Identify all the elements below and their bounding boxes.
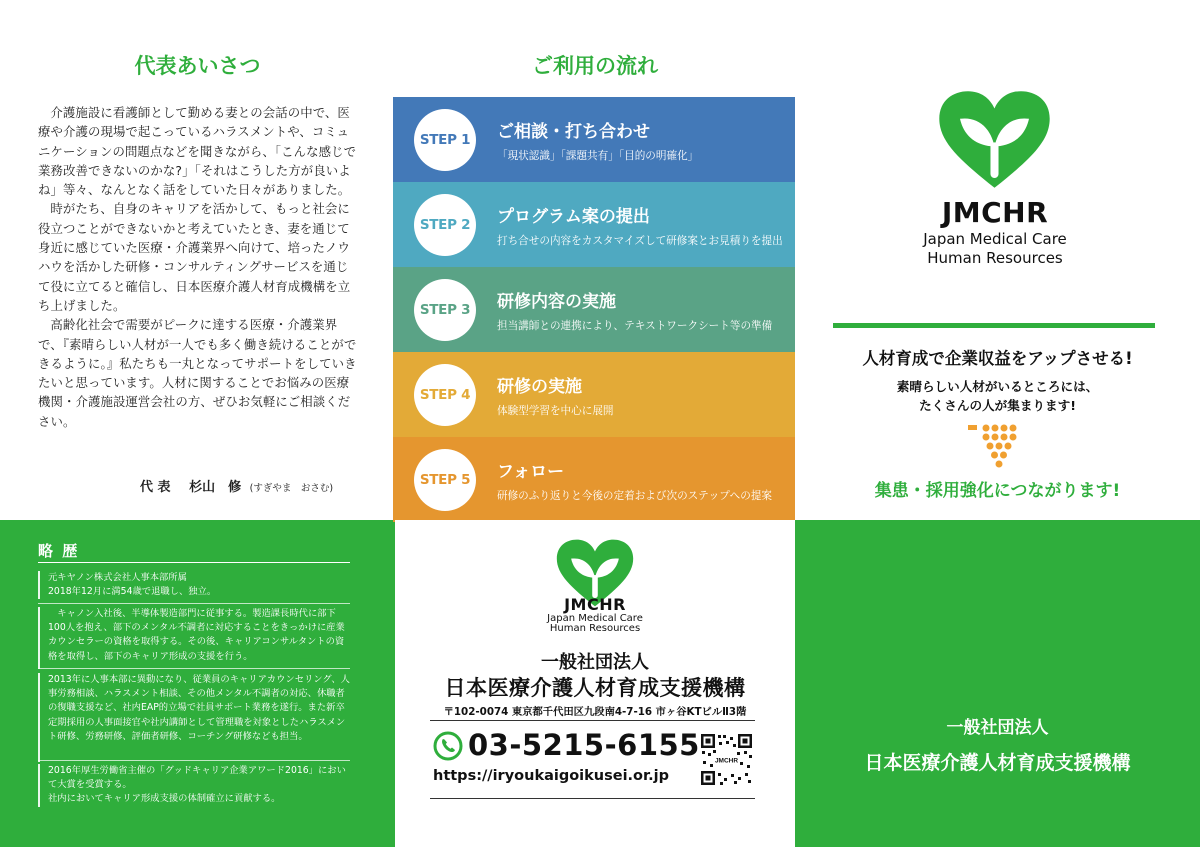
greeting-paragraph: 介護施設に看護師として勤める妻との会話の中で、医療や介護の現場で起こっているハラスメントや、コミュニケーションの問題点などを聞きながら、「こんな感じで業務改善できないのかな?」「それはこうした方が良いよね」等々、なんとなく話をしていた日々がありました。 xyxy=(38,105,357,198)
phone-number[interactable]: 03-5215-6155 xyxy=(468,728,700,762)
logo-subtitle: Human Resources xyxy=(927,249,1063,267)
qr-code-icon[interactable] xyxy=(700,733,753,786)
signature-role: 代 表 xyxy=(140,480,171,495)
green-divider xyxy=(833,323,1155,328)
step-title: 研修の実施 xyxy=(497,377,582,397)
step-2 xyxy=(393,182,795,267)
signature xyxy=(140,476,380,495)
step-title: フォロー xyxy=(497,462,565,482)
logo-subtitle: Japan Medical Care xyxy=(547,613,643,624)
step-desc: 研修のふり返りと今後の定着および次のステップへの提案 xyxy=(497,490,773,502)
org-type: 一般社団法人 xyxy=(946,718,1049,738)
cover-subline: たくさんの人が集まります! xyxy=(919,398,1076,413)
career-block: キャノン入社後、半導体製造部門に従事する。製造課長時代に部下100人を抱え、部下のメンタル不調者に対応することをきっかけに産業カウンセラーの資格を取得する。その後、キャリアコンサルタントの資格を取得し、部下のキャリア形成の支援を行う。 xyxy=(38,607,350,669)
org-name: 日本医療介護人材育成支援機構 xyxy=(444,676,746,700)
step-label: STEP 3 xyxy=(414,279,476,341)
greeting-body xyxy=(38,103,358,431)
step-title: 研修内容の実施 xyxy=(497,292,616,312)
divider xyxy=(430,798,755,799)
step-label: STEP 5 xyxy=(414,449,476,511)
flow-title: ご利用の流れ xyxy=(532,54,658,78)
career-divider xyxy=(38,603,350,604)
career-divider xyxy=(38,562,350,563)
cover-subline: 素晴らしい人材がいるところには、 xyxy=(896,379,1099,394)
signature-name: 杉山 修 xyxy=(189,480,242,495)
career-block: 2016年厚生労働省主催の「グッドキャリア企業アワード2016」において大賞を受賞する。 社内においてキャリア形成支援の体制確立に貢献する。 xyxy=(38,764,350,807)
step-1 xyxy=(393,97,795,182)
step-label: STEP 4 xyxy=(414,364,476,426)
signature-reading: (すぎやま おさむ) xyxy=(249,483,334,494)
greeting-panel xyxy=(0,0,395,520)
org-type: 一般社団法人 xyxy=(541,652,649,673)
step-4 xyxy=(393,352,795,437)
step-5 xyxy=(393,437,795,522)
step-3 xyxy=(393,267,795,352)
greeting-paragraph: 高齢化社会で需要がピークに達する医療・介護業界で、『素晴らしい人材が一人でも多く働き続けることができるように。』私たちも一丸となってサポートをしていきたいと思っています。人材に関することでお悩みの医療機関・介護施設運営会社の方、ぜひお気軽にご相談ください。 xyxy=(38,317,357,429)
org-name: 日本医療介護人材育成支援機構 xyxy=(864,752,1131,774)
qr-label: JMCHR xyxy=(714,757,739,765)
career-panel xyxy=(0,520,395,847)
logo-wordmark: JMCHR xyxy=(941,196,1049,229)
step-label: STEP 1 xyxy=(414,109,476,171)
career-divider xyxy=(38,760,350,761)
logo-wordmark: JMCHR xyxy=(564,595,626,614)
website-link[interactable]: https://iryoukaigoikusei.or.jp xyxy=(433,768,669,784)
cover-org-panel xyxy=(795,520,1200,847)
logo-subtitle: Japan Medical Care xyxy=(923,230,1067,248)
step-desc: 「現状認識」「課題共有」「目的の明確化」 xyxy=(497,150,699,162)
cover-headline: 人材育成で企業収益をアップさせる! xyxy=(862,349,1133,368)
step-label: STEP 2 xyxy=(414,194,476,256)
contact-panel xyxy=(395,520,795,847)
phone-icon xyxy=(433,731,463,761)
career-block: 元キヤノン株式会社人事本部所属 2018年12月に満54歳で退職し、独立。 xyxy=(38,571,350,599)
career-divider xyxy=(38,668,350,669)
greeting-paragraph: 時がたち、自身のキャリアを活かして、もっと社会に役立つことができないかと考えていたとき、妻を通じて身近に感じていた医療・介護業界へ向けて、培ったノウハウを活かした研修・コンサルティングサービスを通じて役に立てると確信し、日本医療介護人材育成機構を立ち上げました。 xyxy=(38,201,351,313)
cover-result: 集患・採用強化につながります! xyxy=(874,481,1121,501)
step-desc: 担当講師との連携により、テキストワークシート等の準備 xyxy=(497,320,773,332)
gathering-dots-icon xyxy=(968,424,1024,468)
step-title: ご相談・打ち合わせ xyxy=(497,122,650,142)
address: 〒102-0074 東京都千代田区九段南4-7-16 市ヶ谷KTビルⅡ3階 xyxy=(443,706,747,718)
logo-subtitle: Human Resources xyxy=(549,623,641,634)
career-title: 略 歴 xyxy=(38,542,80,560)
career-block: 2013年に人事本部に異動になり、従業員のキャリアカウンセリング、人事労務相談、ハラスメント相談、その他メンタル不調者の対応、休職者の復職支援など、社内EAP的立場で社員サポート業務を遂行。また新卒定期採用の人事面接官や社内講師として管理職を対象としたハラスメント研修、労務研修、評価者研修、コーチング研修なども担当。 xyxy=(38,673,350,762)
step-desc: 体験型学習を中心に展開 xyxy=(497,405,614,417)
greeting-title: 代表あいさつ xyxy=(134,54,261,78)
heart-sprout-logo-icon xyxy=(937,88,1052,191)
step-title: プログラム案の提出 xyxy=(497,207,650,227)
step-desc: 打ち合せの内容をカスタマイズして研修案とお見積りを提出 xyxy=(497,235,783,247)
divider xyxy=(430,720,755,721)
